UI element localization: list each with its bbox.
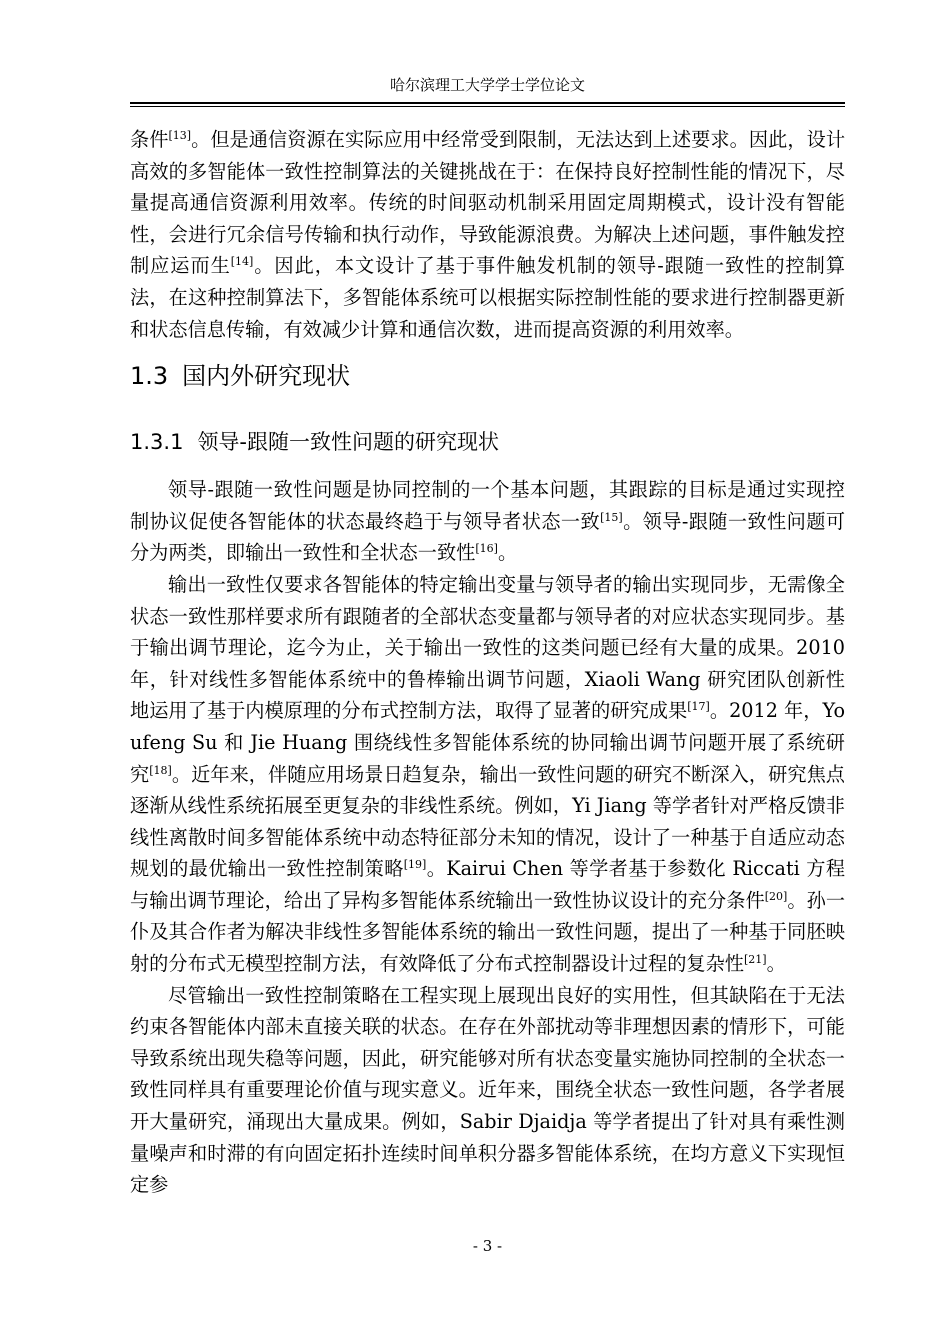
citation: [18]	[149, 763, 172, 777]
section-title: 国内外研究现状	[182, 362, 351, 391]
subsection-heading	[130, 427, 845, 457]
text-run: 领导-跟随一致性问题是协同控制的一个基本问题，其跟踪的目标是通过实现控制协议促使各智能体的状态最终趋于与领导者状态一致	[130, 478, 845, 533]
citation: [19]	[403, 858, 427, 872]
text-run: 。Kairui Chen 等学者基于参数化 Riccati 方程与输出调节理论，给出了异构多智能体系统输出一致性协议设计的充分条件	[130, 857, 846, 912]
section-heading	[130, 359, 845, 393]
citation: [16]	[475, 542, 498, 556]
header-rule-thick	[130, 102, 845, 104]
citation: [13]	[168, 129, 192, 142]
paragraph-leader-follower-intro	[130, 474, 845, 569]
page-number: - 3 -	[472, 1237, 503, 1255]
text-run: 。孙一仆及其合作者为解决非线性多智能体系统的输出一致性问题，提出了一种基于同胚映射的分布式无模型控制方法，有效降低了分布式控制器设计过程的复杂性	[130, 888, 846, 976]
subsection-number: 1.3.1	[130, 430, 184, 455]
subsection-title: 领导-跟随一致性问题的研究现状	[197, 430, 500, 455]
section-number: 1.3	[130, 362, 169, 391]
text-run: 。但是通信资源在实际应用中经常受到限制，无法达到上述要求。因此，设计高效的多智能体一致性控制算法的关键挑战在于：在保持良好控制性能的情况下，尽量提高通信资源利用效率。传统的时间驱动机制采用固定周期模式，设计没有智能性，会进行冗余信号传输和执行动作，导致能源浪费。为解决上述问题，事件触发控制应运而生	[130, 128, 846, 278]
text-run: 尽管输出一致性控制策略在工程实现上展现出良好的实用性，但其缺陷在于无法约束各智能体内部未直接关联的状态。在存在外部扰动等非理想因素的情形下，可能导致系统出现失稳等问题，因此，研究能够对所有状态变量实施协同控制的全状态一致性同样具有重要理论价值与现实意义。近年来，围绕全状态一致性问题，各学者展开大量研究，涌现出大量成果。例如，Sabir Djaidja 等学者提出了针对具有乘性测量噪声和时滞的有向固定拓扑连续时间单积分器多智能体系统，在均方意义下实现恒定参	[130, 983, 845, 1197]
citation: [14]	[230, 255, 254, 269]
text-run: 。2012 年，Youfeng Su 和 Jie Huang 围绕线性多智能体系统的协同输出调节问题开展了系统研究	[130, 699, 846, 786]
running-header: 哈尔滨理工大学学士学位论文	[389, 76, 585, 94]
page-body	[130, 124, 845, 1201]
text-run: 。近年来，伴随应用场景日趋复杂，输出一致性问题的研究不断深入，研究焦点逐渐从线性系统拓展至更复杂的非线性系统。例如，Yi Jiang 等学者针对严格反馈非线性离散时间多智能体系统中动态特征部分未知的情况，设计了一种基于自适应动态规划的最优输出一致性控制策略	[130, 762, 845, 881]
paragraph-output-consensus	[130, 569, 845, 980]
text-run: 。因此，本文设计了基于事件触发机制的领导-跟随一致性的控制算法，在这种控制算法下，多智能体系统可以根据实际控制性能的要求进行控制器更新和状态信息传输，有效减少计算和通信次数，进而提高资源的利用效率。	[130, 254, 846, 341]
paragraph-full-state-consensus	[130, 980, 845, 1201]
text-run: 。	[766, 952, 786, 976]
intro-paragraph	[130, 124, 845, 345]
citation: [17]	[687, 700, 710, 714]
text-run: 。	[497, 541, 518, 565]
citation: [15]	[600, 510, 623, 524]
text-run: 。领导-跟随一致性问题可分为两类，即输出一致性和全状态一致性	[130, 509, 846, 565]
text-run: 条件	[130, 128, 169, 151]
text-run: 输出一致性仅要求各智能体的特定输出变量与领导者的输出实现同步，无需像全状态一致性那样要求所有跟随者的全部状态变量都与领导者的对应状态实现同步。基于输出调节理论，迄今为止，关于输出一致性的这类问题已经有大量的成果。2010 年，针对线性多智能体系统中的鲁棒输出调节问题，Xiaoli Wang 研究团队创新性地运用了基于内模原理的分布式控制方法，取得了显著的研究成果	[130, 572, 845, 723]
citation: [21]	[744, 953, 767, 967]
citation: [20]	[764, 889, 788, 903]
header-rule-thin	[130, 106, 845, 107]
